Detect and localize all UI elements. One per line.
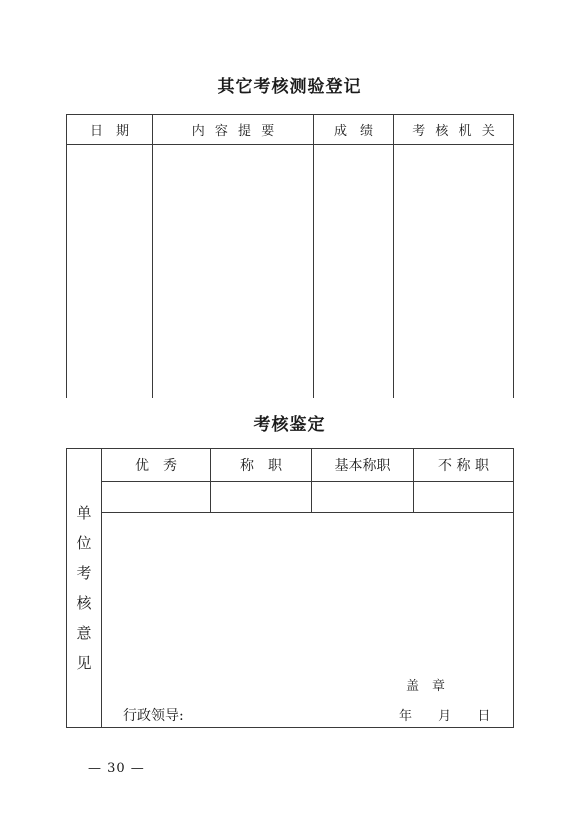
opinion-row bbox=[67, 513, 514, 728]
side-char: 意 bbox=[76, 624, 92, 642]
header-exam-authority: 考 核 机 关 bbox=[394, 115, 514, 145]
grade-check-row bbox=[67, 482, 514, 513]
table-row bbox=[67, 145, 514, 399]
grade-basically-competent: 基本称职 bbox=[312, 449, 414, 482]
year-label: 年 bbox=[399, 709, 413, 724]
seal-label: 盖 章 bbox=[406, 679, 446, 694]
registration-title: 其它考核测验登记 bbox=[217, 77, 362, 97]
grade-excellent: 优 秀 bbox=[102, 449, 211, 482]
page-number: — 30 — bbox=[88, 761, 145, 776]
header-content-summary: 内 容 提 要 bbox=[153, 115, 314, 145]
unit-opinion-area[interactable] bbox=[102, 513, 514, 728]
header-score: 成 绩 bbox=[314, 115, 394, 145]
side-char: 见 bbox=[76, 654, 92, 672]
header-date: 日 期 bbox=[67, 115, 153, 145]
date-line bbox=[399, 705, 490, 724]
admin-leader-label: 行政领导: bbox=[123, 708, 184, 724]
check-incompetent[interactable] bbox=[414, 482, 514, 513]
appraisal-table bbox=[66, 448, 514, 728]
cell-exam-authority[interactable] bbox=[394, 145, 514, 399]
appraisal-title: 考核鉴定 bbox=[253, 415, 326, 435]
day-label: 日 bbox=[477, 709, 491, 724]
table-header-row bbox=[67, 115, 514, 145]
cell-score[interactable] bbox=[314, 145, 394, 399]
side-char: 位 bbox=[76, 534, 92, 552]
unit-opinion-label bbox=[67, 449, 102, 728]
grade-header-row bbox=[67, 449, 514, 482]
side-char: 考 bbox=[76, 564, 92, 582]
grade-incompetent: 不 称 职 bbox=[414, 449, 514, 482]
cell-content-summary[interactable] bbox=[153, 145, 314, 399]
check-competent[interactable] bbox=[211, 482, 312, 513]
side-char: 单 bbox=[76, 504, 92, 522]
other-exam-registration-table bbox=[66, 114, 514, 398]
cell-date[interactable] bbox=[67, 145, 153, 399]
check-basically-competent[interactable] bbox=[312, 482, 414, 513]
grade-competent: 称 职 bbox=[211, 449, 312, 482]
side-char: 核 bbox=[76, 594, 92, 612]
month-label: 月 bbox=[438, 709, 452, 724]
check-excellent[interactable] bbox=[102, 482, 211, 513]
